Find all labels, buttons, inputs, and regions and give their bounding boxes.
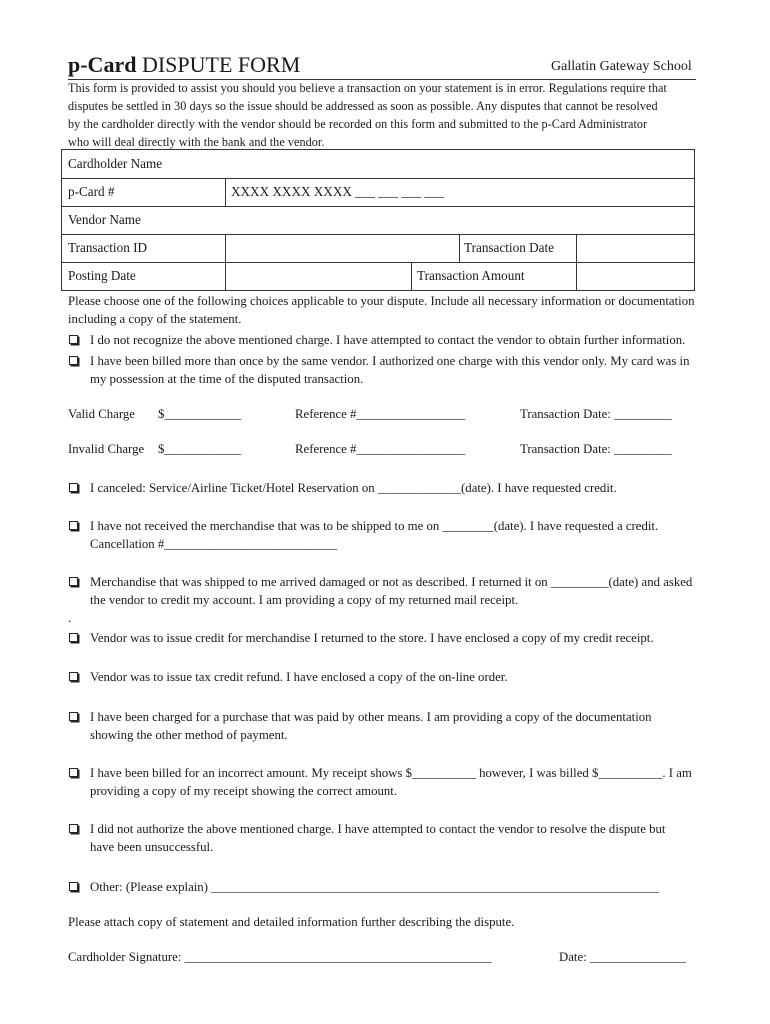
stray-period: . [68, 610, 72, 625]
valid-charge-label: Valid Charge [68, 407, 135, 421]
transaction-amount-label: Transaction Amount [417, 268, 525, 283]
option-unauthorized-charge[interactable]: I did not authorize the above mentioned charge. I have attempted to contact the vendor to resolve the dispute but have been unsuccessful. [68, 820, 665, 856]
attach-note: Please attach copy of statement and detailed information further describing the dispute. [68, 915, 515, 929]
option-merchandise-damaged[interactable]: Merchandise that was shipped to me arrived damaged or not as described. I returned it on _________(date) and asked the vendor to credit my account. I am providing a copy of my returned mail receipt. [68, 573, 692, 609]
checkbox-icon[interactable] [69, 633, 78, 642]
cardholder-name-label: Cardholder Name [68, 156, 163, 171]
valid-charge-date[interactable]: Transaction Date: _________ [520, 407, 672, 421]
posting-date-label: Posting Date [68, 268, 136, 283]
checkbox-icon[interactable] [69, 672, 78, 681]
instructions-line-2: including a copy of the statement. [68, 312, 242, 326]
checkbox-icon[interactable] [69, 335, 78, 344]
invalid-charge-reference[interactable]: Reference #_________________ [295, 442, 466, 456]
cardholder-signature-field[interactable]: Cardholder Signature: ________________________________________________ [68, 950, 492, 964]
instructions-line-1: Please choose one of the following choices applicable to your dispute. Include all necessary information or documentation [68, 294, 695, 308]
invalid-charge-date[interactable]: Transaction Date: _________ [520, 442, 672, 456]
intro-paragraph: This form is provided to assist you should you believe a transaction on your statement is in error. Regulations require that disputes be settled in 30 days so the issue should be addressed as soon as possible. Any disputes that cannot be resolved by the cardholder directly with the vendor should be recorded on this form and submitted to the p-Card Administrator who will deal directly with the bank and the vendor. [68, 81, 667, 149]
checkbox-icon[interactable] [69, 712, 78, 721]
invalid-charge-label: Invalid Charge [68, 442, 145, 456]
option-other[interactable]: Other: (Please explain) ______________________________________________________________________ [68, 878, 659, 896]
signature-date-field[interactable]: Date: _______________ [559, 950, 686, 964]
checkbox-icon[interactable] [69, 824, 78, 833]
option-billed-twice[interactable]: I have been billed more than once by the same vendor. I authorized one charge with this vendor only. My card was in my possession at the time of the disputed transaction. [68, 352, 690, 388]
option-merchandise-not-received[interactable]: I have not received the merchandise that was to be shipped to me on ________(date). I have requested a credit. Cancellation #___________________________ [68, 517, 658, 553]
checkbox-icon[interactable] [69, 577, 78, 586]
valid-charge-reference[interactable]: Reference #_________________ [295, 407, 466, 421]
transaction-date-label: Transaction Date [464, 240, 554, 255]
invalid-charge-amount[interactable]: $____________ [158, 442, 242, 456]
option-store-return-credit[interactable]: Vendor was to issue credit for merchandise I returned to the store. I have enclosed a copy of my credit receipt. [68, 629, 654, 647]
form-title: p-Card DISPUTE FORM [68, 52, 301, 77]
option-tax-credit-refund[interactable]: Vendor was to issue tax credit refund. I have enclosed a copy of the on-line order. [68, 668, 508, 686]
vendor-name-label: Vendor Name [68, 212, 141, 227]
school-name: Gallatin Gateway School [551, 59, 692, 74]
checkbox-icon[interactable] [69, 521, 78, 530]
pcard-number-label: p-Card # [68, 184, 115, 199]
cardholder-info-table [61, 149, 695, 291]
pcard-number-field[interactable]: XXXX XXXX XXXX ___ ___ ___ ___ [231, 184, 445, 199]
option-incorrect-amount[interactable]: I have been billed for an incorrect amount. My receipt shows $__________ however, I was billed $__________. I am providing a copy of my receipt showing the correct amount. [68, 764, 692, 800]
option-canceled-service[interactable]: I canceled: Service/Airline Ticket/Hotel Reservation on _____________(date). I have requested credit. [68, 479, 617, 497]
checkbox-icon[interactable] [69, 356, 78, 365]
checkbox-icon[interactable] [69, 768, 78, 777]
checkbox-icon[interactable] [69, 882, 78, 891]
transaction-id-label: Transaction ID [68, 240, 147, 255]
option-paid-other-means[interactable]: I have been charged for a purchase that was paid by other means. I am providing a copy of the documentation showing the other method of payment. [68, 708, 652, 744]
option-unrecognized-charge[interactable]: I do not recognize the above mentioned charge. I have attempted to contact the vendor to obtain further information. [68, 331, 685, 349]
checkbox-icon[interactable] [69, 483, 78, 492]
valid-charge-amount[interactable]: $____________ [158, 407, 242, 421]
